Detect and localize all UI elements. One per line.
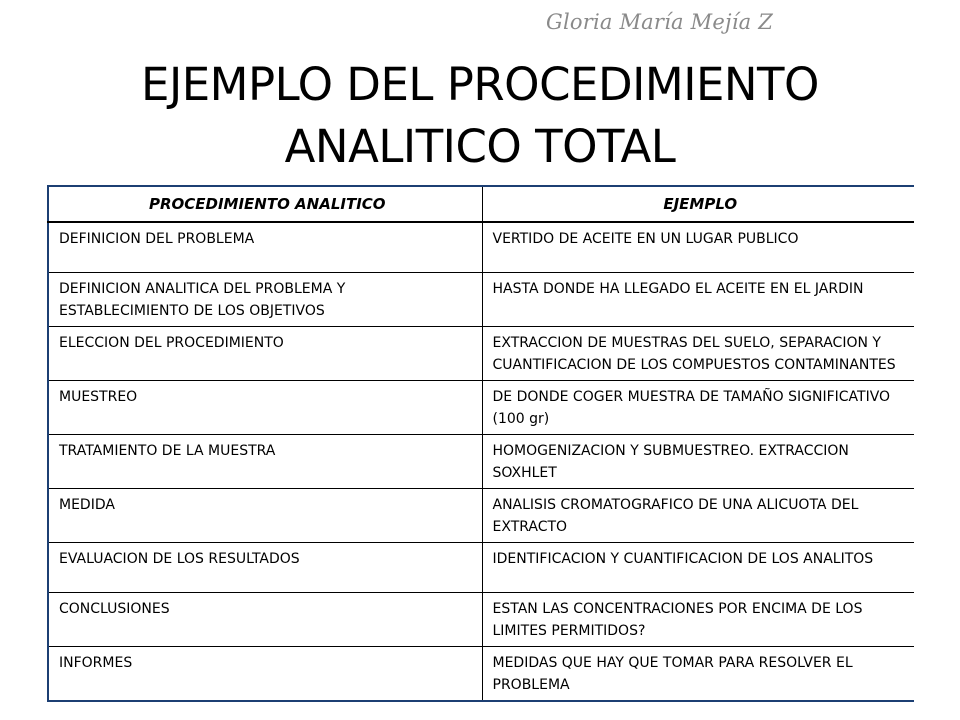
procedure-cell: DEFINICION ANALITICA DEL PROBLEMA Y ESTABLECIMIENTO DE LOS OBJETIVOS (48, 272, 482, 326)
procedure-cell: INFORMES (48, 646, 482, 701)
procedure-cell: EVALUACION DE LOS RESULTADOS (48, 542, 482, 592)
example-cell: HOMOGENIZACION Y SUBMUESTREO. EXTRACCION SOXHLET (482, 434, 914, 488)
example-cell: VERTIDO DE ACEITE EN UN LUGAR PUBLICO (482, 222, 914, 272)
procedure-table-container (47, 185, 914, 720)
table-row (48, 592, 914, 646)
example-cell: ANALISIS CROMATOGRAFICO DE UNA ALICUOTA DEL EXTRACTO (482, 488, 914, 542)
table-row (48, 542, 914, 592)
header-example: EJEMPLO (482, 186, 914, 222)
table-row (48, 272, 914, 326)
table-header-row (48, 186, 914, 222)
procedure-cell: ELECCION DEL PROCEDIMIENTO (48, 326, 482, 380)
procedure-cell: CONCLUSIONES (48, 592, 482, 646)
example-cell: ESTAN LAS CONCENTRACIONES POR ENCIMA DE LOS LIMITES PERMITIDOS? (482, 592, 914, 646)
table-row (48, 434, 914, 488)
author-name: Gloria María Mejía Z (546, 10, 774, 34)
procedure-cell: MEDIDA (48, 488, 482, 542)
title-line-2: ANALITICO TOTAL (284, 120, 676, 173)
table-row (48, 222, 914, 272)
page-title (40, 54, 920, 178)
table-row (48, 646, 914, 701)
example-cell: IDENTIFICACION Y CUANTIFICACION DE LOS ANALITOS (482, 542, 914, 592)
table-row (48, 326, 914, 380)
example-cell: HASTA DONDE HA LLEGADO EL ACEITE EN EL JARDIN (482, 272, 914, 326)
example-cell: DE DONDE COGER MUESTRA DE TAMAÑO SIGNIFICATIVO (100 gr) (482, 380, 914, 434)
procedure-cell: DEFINICION DEL PROBLEMA (48, 222, 482, 272)
example-cell: MEDIDAS QUE HAY QUE TOMAR PARA RESOLVER EL PROBLEMA (482, 646, 914, 701)
procedure-cell: MUESTREO (48, 380, 482, 434)
procedure-cell: TRATAMIENTO DE LA MUESTRA (48, 434, 482, 488)
header-procedure: PROCEDIMIENTO ANALITICO (48, 186, 482, 222)
title-line-1: EJEMPLO DEL PROCEDIMIENTO (141, 58, 819, 111)
procedure-table (47, 185, 914, 702)
table-row (48, 488, 914, 542)
table-row (48, 380, 914, 434)
example-cell: EXTRACCION DE MUESTRAS DEL SUELO, SEPARACION Y CUANTIFICACION DE LOS COMPUESTOS CONTAMINANTES (482, 326, 914, 380)
